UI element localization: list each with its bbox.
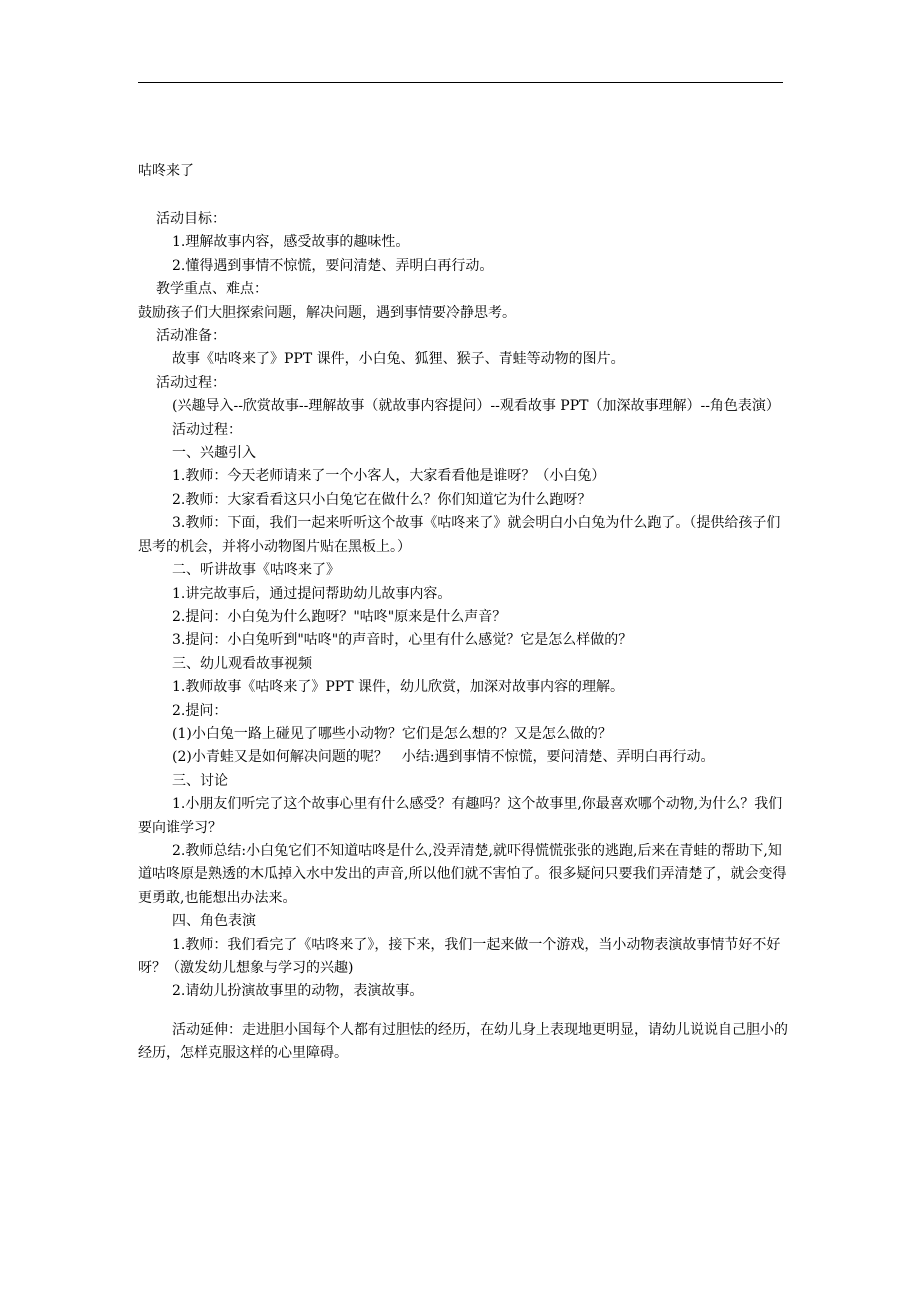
part4-item-2: 2.教师总结:小白兔它们不知道咕咚是什么,没弄清楚,就吓得慌慌张张的逃跑,后来在青蛙的帮助下,知道咕咚原是熟透的木瓜掉入水中发出的声音,所以他们就不害怕了。很多疑问只要我们弄清楚了，就会变得更勇敢,也能想出办法来。: [138, 842, 787, 906]
prep-heading: 活动准备：: [156, 328, 226, 345]
part5-heading: 四、角色表演: [172, 913, 256, 930]
part1-item-2: 2.教师：大家看看这只小白兔它在做什么？你们知道它为什么跑呀？: [172, 491, 592, 508]
part4-heading: 三、讨论: [172, 772, 228, 789]
document-title: 咕咚来了: [138, 163, 194, 179]
part2-item-3: 3.提问：小白兔听到"咕咚"的声音时，心里有什么感觉？它是怎么样做的？: [172, 632, 633, 649]
part1-heading: 一、兴趣引入: [172, 445, 256, 462]
activity-extension: 活动延伸：走进胆小国每个人都有过胆怯的经历，在幼儿身上表现地更明显，请幼儿说说自己胆小的经历，怎样克服这样的心里障碍。: [138, 1021, 788, 1062]
part5-item-2: 2.请幼儿扮演故事里的动物，表演故事。: [172, 983, 424, 1000]
part4-item-1: 1.小朋友们听完了这个故事心里有什么感受？有趣吗？这个故事里,你最喜欢哪个动物,为什么？我们要向谁学习？: [138, 796, 783, 836]
part1-item-1: 1.教师：今天老师请来了一个小客人，大家看看他是谁呀？（小白兔）: [172, 468, 606, 485]
part3-question-2: (2)小青蛙又是如何解决问题的呢？ 小结:遇到事情不惊慌，要问清楚、弄明白再行动。: [172, 749, 715, 766]
process-flow: (兴趣导入--欣赏故事--理解故事（就故事内容提问）--观看故事 PPT（加深故事理解）--角色表演）: [172, 398, 780, 415]
part2-heading: 二、听讲故事《咕咚来了》: [172, 562, 340, 579]
part1-item-3: 3.教师：下面，我们一起来听听这个故事《咕咚来了》就会明白小白兔为什么跑了。（提供给孩子们思考的机会，并将小动物图片贴在黑板上。）: [138, 515, 781, 555]
goal-item-1: 1.理解故事内容，感受故事的趣味性。: [172, 234, 410, 251]
goal-item-2: 2.懂得遇到事情不惊慌，要问清楚、弄明白再行动。: [172, 257, 494, 274]
header-rule: [138, 82, 783, 83]
key-heading: 教学重点、难点：: [156, 281, 268, 298]
part3-heading: 三、幼儿观看故事视频: [172, 655, 312, 672]
goal-heading: 活动目标：: [156, 211, 226, 227]
process-heading: 活动过程：: [156, 374, 226, 391]
part3-question-1: (1)小白兔一路上碰见了哪些小动物？它们是怎么想的？又是怎么做的？: [172, 725, 612, 742]
key-text: 鼓励孩子们大胆探索问题，解决问题，遇到事情要冷静思考。: [138, 304, 516, 321]
part5-item-1: 1.教师：我们看完了《咕咚来了》，接下来，我们一起来做一个游戏，当小动物表演故事情节好不好呀？（激发幼儿想象与学习的兴趣): [138, 936, 781, 976]
process-heading-2: 活动过程：: [172, 421, 242, 438]
part3-item-2: 2.提问：: [172, 702, 228, 719]
part2-item-1: 1.讲完故事后，通过提问帮助幼儿故事内容。: [172, 585, 452, 602]
part3-item-1: 1.教师故事《咕咚来了》PPT 课件，幼儿欣赏，加深对故事内容的理解。: [172, 679, 624, 696]
document-body: [138, 208, 788, 1066]
part2-item-2: 2.提问：小白兔为什么跑呀？"咕咚"原来是什么声音？: [172, 608, 507, 625]
prep-text: 故事《咕咚来了》PPT 课件，小白兔、狐狸、猴子、青蛙等动物的图片。: [172, 351, 625, 368]
